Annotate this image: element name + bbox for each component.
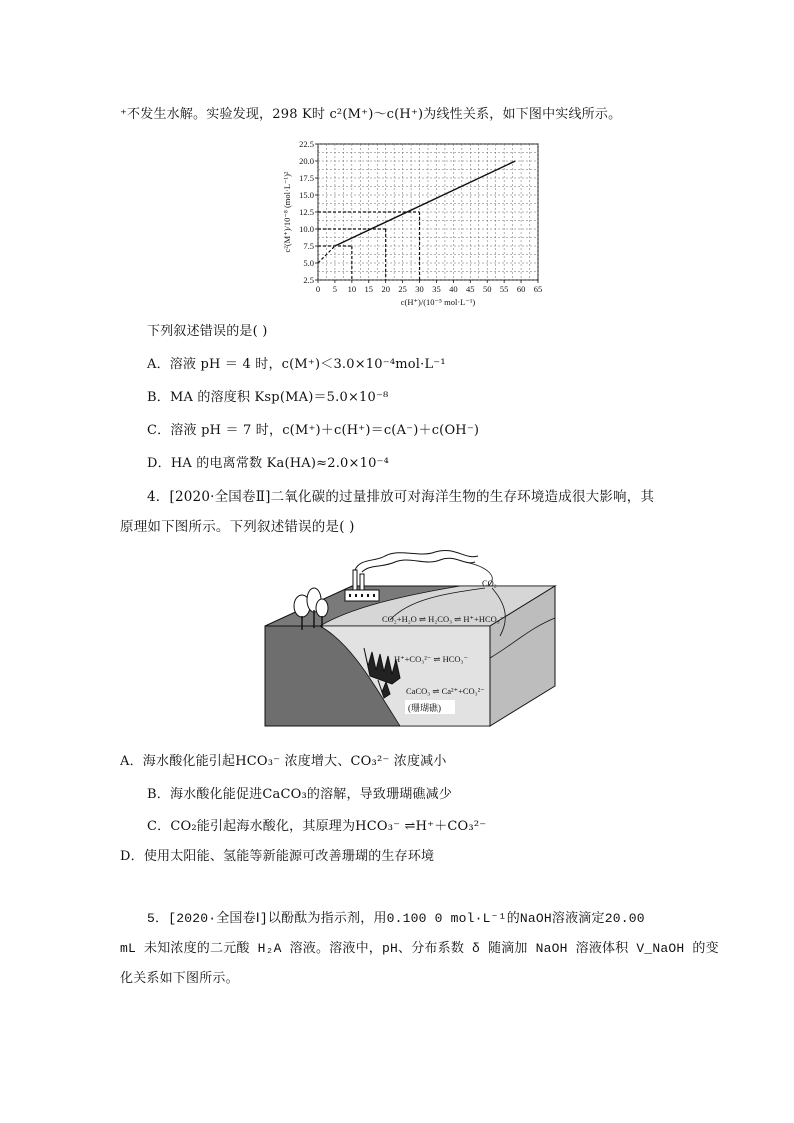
q5-line2: mL 未知浓度的二元酸 H₂A 溶液。溶液中，pH、分布系数 δ 随滴加 NaOH 溶液体积 V_NaOH 的变 [120, 941, 719, 956]
q4-option-b: B．海水酸化能促进CaCO₃的溶解，导致珊瑚礁减少 [147, 787, 453, 802]
x-tick-label: 45 [466, 284, 475, 294]
y-tick-label: 22.5 [299, 139, 314, 149]
y-tick-label: 10.0 [299, 224, 314, 234]
y-tick-label: 7.5 [303, 241, 314, 251]
x-tick-label: 50 [482, 284, 492, 294]
x-tick-label: 5 [332, 284, 338, 294]
q3-option-d: D．HA 的电离常数 Ka(HA)≈2.0×10⁻⁴ [147, 456, 390, 471]
label-co2: CO₂ [482, 578, 497, 588]
x-tick-label: 15 [364, 284, 374, 294]
y-tick-label: 15.0 [299, 190, 314, 200]
line-chart [280, 138, 550, 308]
x-tick-label: 65 [533, 284, 543, 294]
q4-option-a: A．海水酸化能引起HCO₃⁻ 浓度增大、CO₃²⁻ 浓度减小 [120, 754, 447, 769]
x-tick-label: 40 [449, 284, 458, 294]
q5-line1: 5．[2020·全国卷Ⅰ]以酚酞为指示剂，用0.100 0 mol·L⁻¹的NaOH溶液滴定20.00 [147, 911, 645, 926]
x-tick-label: 25 [398, 284, 407, 294]
x-tick-label: 35 [432, 284, 441, 294]
q3-prompt: 下列叙述错误的是( ) [147, 324, 268, 339]
label-equation-2: H⁺+CO₃²⁻ ⇌ HCO₃⁻ [394, 654, 468, 664]
x-tick-label: 30 [415, 284, 424, 294]
y-tick-label: 17.5 [299, 173, 314, 183]
x-tick-label: 10 [347, 284, 357, 294]
y-tick-label: 20.0 [299, 156, 314, 166]
q3-option-c: C．溶液 pH ＝ 7 时，c(M⁺)＋c(H⁺)＝c(A⁻)＋c(OH⁻) [147, 423, 480, 438]
x-axis-label: c(H⁺)/(10⁻⁵ mol·L⁻¹) [400, 297, 476, 307]
y-axis-label: c²(M⁺)/10⁻⁸ (mol·L⁻¹)² [282, 171, 292, 253]
q3-option-a: A．溶液 pH ＝ 4 时，c(M⁺)＜3.0×10⁻⁴mol·L⁻¹ [147, 357, 446, 372]
x-tick-label: 55 [499, 284, 509, 294]
x-tick-label: 60 [516, 284, 526, 294]
y-tick-label: 5.0 [303, 258, 314, 268]
y-tick-label: 2.5 [303, 275, 314, 285]
label-equation-1: CO₂+H₂O ⇌ H₂CO₃ ⇌ H⁺+HCO₃⁻ [382, 614, 505, 624]
label-reef: (珊瑚礁) [408, 703, 441, 713]
ocean-acidification-diagram [260, 548, 560, 730]
q3-option-b: B．MA 的溶度积 Ksp(MA)＝5.0×10⁻⁸ [147, 390, 389, 405]
smoke-plume [355, 550, 478, 572]
y-tick-label: 12.5 [299, 207, 314, 217]
q4-stem-line1: 4．[2020·全国卷Ⅱ]二氧化碳的过量排放可对海洋生物的生存环境造成很大影响，其 [147, 489, 655, 505]
label-equation-3: CaCO₃ ⇌ Ca²⁺+CO₃²⁻ [406, 686, 485, 696]
q3-intro-line: ⁺不发生水解。实验发现，298 K时 c²(M⁺)～c(H⁺)为线性关系，如下图中实线所示。 [120, 107, 622, 122]
q4-option-d: D．使用太阳能、氢能等新能源可改善珊瑚的生存环境 [120, 849, 435, 864]
q4-stem-line2: 原理如下图所示。下列叙述错误的是( ) [120, 519, 355, 535]
q5-line3: 化关系如下图所示。 [120, 971, 239, 986]
x-tick-label: 20 [381, 284, 390, 294]
q4-option-c: C．CO₂能引起海水酸化，其原理为HCO₃⁻ ⇌H⁺＋CO₃²⁻ [147, 819, 487, 834]
x-tick-label: 0 [315, 284, 321, 294]
